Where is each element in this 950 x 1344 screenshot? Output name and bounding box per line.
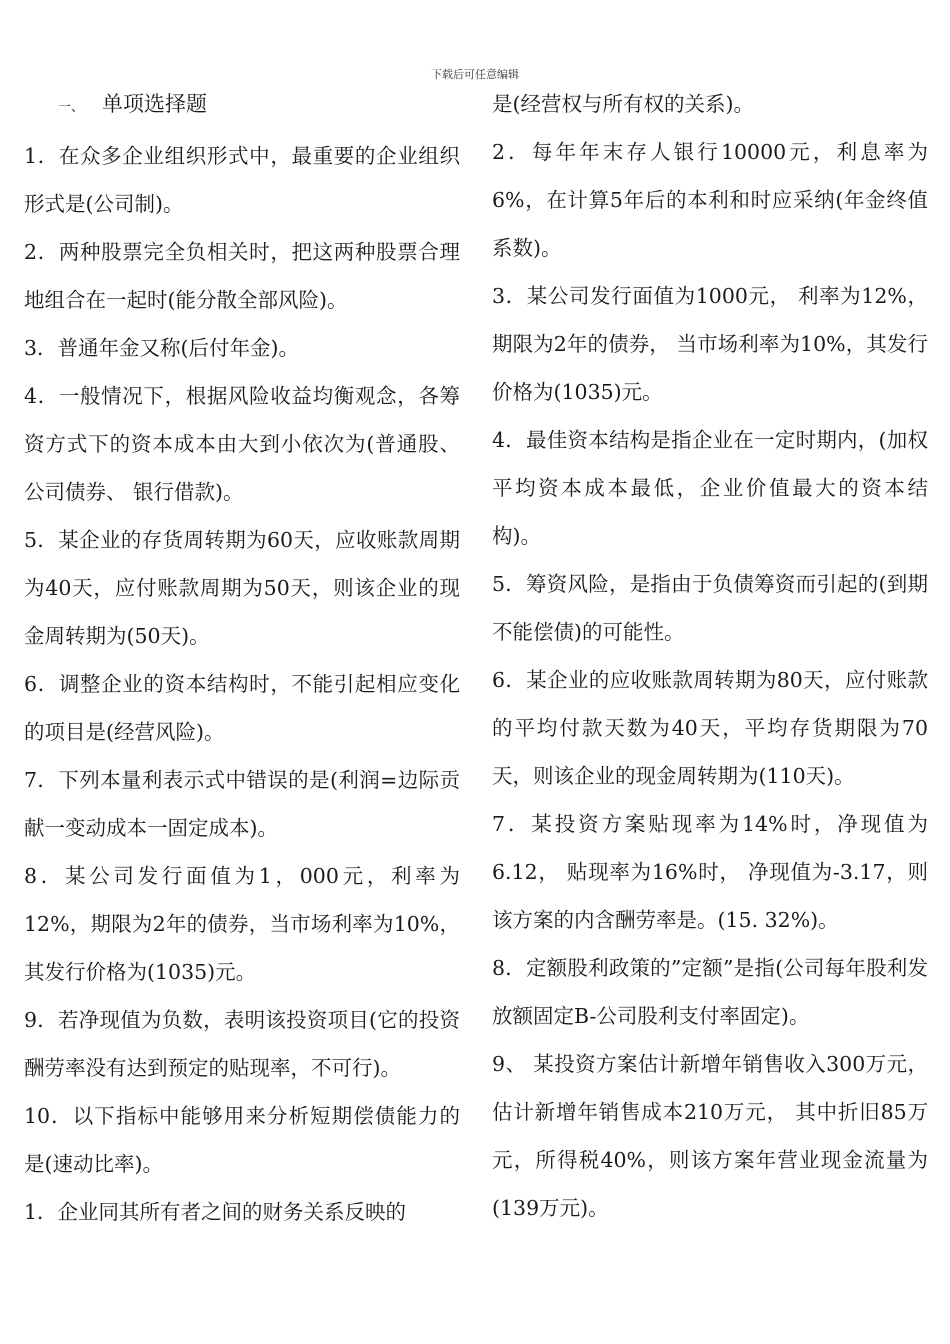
question-5: 5．某企业的存货周转期为60天，应收账款周期为40天，应付账款周期为50天，则该企业的现金周转期为(50天)。 bbox=[24, 528, 460, 648]
question-6: 6．调整企业的资本结构时，不能引起相应变化的项目是(经营风险)。 bbox=[24, 672, 460, 744]
question-1: 1．在众多企业组织形式中，最重要的企业组织形式是(公司制)。 bbox=[24, 144, 460, 216]
question-4: 4．一般情况下，根据风险收益均衡观念，各筹资方式下的资本成本由大到小依次为(普通股、 公司债券、 银行借款)。 bbox=[24, 384, 460, 504]
right-column bbox=[492, 80, 928, 1232]
question-3b: 3．某公司发行面值为1000元， 利率为12%， 期限为2年的债券， 当市场利率为10%，其发行价格为(1035)元。 bbox=[492, 284, 928, 404]
question-1b-end: 是(经营权与所有权的关系)。 bbox=[492, 92, 754, 116]
section-number: 一、 bbox=[58, 100, 85, 115]
question-8: 8．某公司发行面值为1，000元，利率为12%，期限为2年的债券，当市场利率为10%，其发行价格为(1035)元。 bbox=[24, 864, 460, 984]
question-6b: 6．某企业的应收账款周转期为80天，应付账款的平均付款天数为40天，平均存货期限为70天，则该企业的现金周转期为(110天)。 bbox=[492, 668, 928, 788]
question-9b: 9、 某投资方案估计新增年销售收入300万元， 估计新增年销售成本210万元， 其中折旧85万元，所得税40%，则该方案年营业现金流量为(139万元)。 bbox=[492, 1052, 928, 1220]
question-2: 2．两种股票完全负相关时，把这两种股票合理地组合在一起时(能分散全部风险)。 bbox=[24, 240, 460, 312]
question-2b: 2．每年年末存人银行10000元，利息率为6%，在计算5年后的本利和时应采纳(年金终值系数)。 bbox=[492, 140, 928, 260]
question-4b: 4．最佳资本结构是指企业在一定时期内，(加权平均资本成本最低，企业价值最大的资本结构)。 bbox=[492, 428, 928, 548]
question-7b: 7．某投资方案贴现率为14%时，净现值为6.12， 贴现率为16%时， 净现值为-3.17，则该方案的内含酬劳率是。(15. 32%)。 bbox=[492, 812, 928, 932]
question-7: 7．下列本量利表示式中错误的是(利润=边际贡献一变动成本一固定成本)。 bbox=[24, 768, 460, 840]
question-3: 3．普通年金又称(后付年金)。 bbox=[24, 336, 300, 360]
question-1b-start: 1．企业同其所有者之间的财务关系反映的 bbox=[24, 1200, 407, 1224]
question-8b: 8．定额股利政策的”定额”是指(公司每年股利发放额固定B-公司股利支付率固定)。 bbox=[492, 956, 928, 1028]
section-title bbox=[58, 80, 460, 132]
page-header: 下载后可任意编辑 bbox=[431, 68, 519, 81]
left-column bbox=[24, 80, 460, 1236]
question-5b: 5．筹资风险，是指由于负债筹资而引起的(到期不能偿债)的可能性。 bbox=[492, 572, 928, 644]
section-title-text: 单项选择题 bbox=[102, 92, 208, 116]
question-10: 10．以下指标中能够用来分析短期偿债能力的是(速动比率)。 bbox=[24, 1104, 460, 1176]
question-9: 9．若净现值为负数，表明该投资项目(它的投资酬劳率没有达到预定的贴现率，不可行)。 bbox=[24, 1008, 460, 1080]
